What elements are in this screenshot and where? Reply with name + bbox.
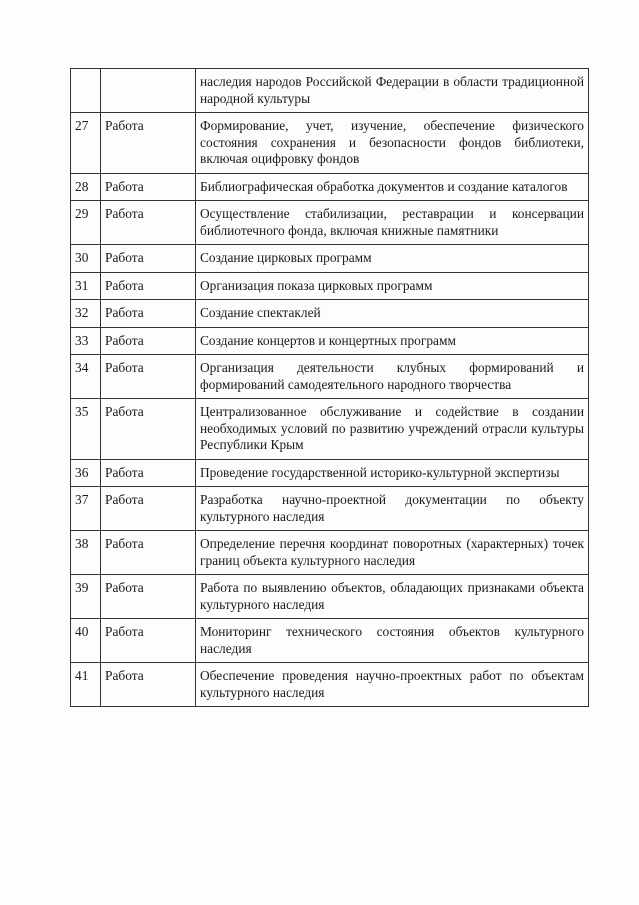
row-number-cell: 38 (71, 531, 101, 575)
table-row (71, 272, 589, 300)
row-type-cell: Работа (101, 663, 196, 707)
row-number-cell: 40 (71, 619, 101, 663)
row-description-cell: Библиографическая обработка документов и создание каталогов (196, 173, 589, 201)
table-row (71, 300, 589, 328)
row-type-cell: Работа (101, 399, 196, 460)
row-type-cell: Работа (101, 459, 196, 487)
row-type-cell: Работа (101, 619, 196, 663)
row-type-cell: Работа (101, 355, 196, 399)
table-row (71, 327, 589, 355)
table-row (71, 355, 589, 399)
table-row (71, 459, 589, 487)
row-description-cell: Разработка научно-проектной документации по объекту культурного наследия (196, 487, 589, 531)
row-type-cell: Работа (101, 173, 196, 201)
row-description-cell: Создание концертов и концертных программ (196, 327, 589, 355)
row-number-cell: 31 (71, 272, 101, 300)
row-number-cell (71, 69, 101, 113)
row-type-cell: Работа (101, 113, 196, 174)
table-body (71, 69, 589, 707)
table-row (71, 619, 589, 663)
table-row (71, 113, 589, 174)
row-type-cell: Работа (101, 327, 196, 355)
row-description-cell: Формирование, учет, изучение, обеспечение физического состояния сохранения и безопасности фондов библиотеки, включая оцифровку фондов (196, 113, 589, 174)
row-description-cell: наследия народов Российской Федерации в области традиционной народной культуры (196, 69, 589, 113)
row-type-cell: Работа (101, 300, 196, 328)
row-number-cell: 37 (71, 487, 101, 531)
row-description-cell: Организация деятельности клубных формирований и формирований самодеятельного народного творчества (196, 355, 589, 399)
row-description-cell: Создание спектаклей (196, 300, 589, 328)
table-row (71, 201, 589, 245)
table-row (71, 487, 589, 531)
table-row (71, 245, 589, 273)
table-row (71, 399, 589, 460)
row-number-cell: 30 (71, 245, 101, 273)
row-description-cell: Организация показа цирковых программ (196, 272, 589, 300)
row-number-cell: 28 (71, 173, 101, 201)
row-number-cell: 32 (71, 300, 101, 328)
table-row (71, 663, 589, 707)
row-type-cell: Работа (101, 201, 196, 245)
row-description-cell: Работа по выявлению объектов, обладающих признаками объекта культурного наследия (196, 575, 589, 619)
row-description-cell: Обеспечение проведения научно-проектных работ по объектам культурного наследия (196, 663, 589, 707)
row-type-cell (101, 69, 196, 113)
row-number-cell: 33 (71, 327, 101, 355)
table-row (71, 531, 589, 575)
table-row (71, 69, 589, 113)
row-number-cell: 39 (71, 575, 101, 619)
row-number-cell: 41 (71, 663, 101, 707)
row-description-cell: Определение перечня координат поворотных (характерных) точек границ объекта культурного наследия (196, 531, 589, 575)
row-type-cell: Работа (101, 245, 196, 273)
row-description-cell: Создание цирковых программ (196, 245, 589, 273)
row-number-cell: 34 (71, 355, 101, 399)
row-description-cell: Мониторинг технического состояния объектов культурного наследия (196, 619, 589, 663)
table-row (71, 173, 589, 201)
row-number-cell: 27 (71, 113, 101, 174)
row-type-cell: Работа (101, 487, 196, 531)
works-table (70, 68, 589, 707)
row-type-cell: Работа (101, 531, 196, 575)
table-row (71, 575, 589, 619)
row-type-cell: Работа (101, 575, 196, 619)
row-number-cell: 35 (71, 399, 101, 460)
row-description-cell: Проведение государственной историко-культурной экспертизы (196, 459, 589, 487)
row-number-cell: 36 (71, 459, 101, 487)
row-description-cell: Осуществление стабилизации, реставрации и консервации библиотечного фонда, включая книжные памятники (196, 201, 589, 245)
row-number-cell: 29 (71, 201, 101, 245)
row-description-cell: Централизованное обслуживание и содействие в создании необходимых условий по развитию учреждений отрасли культуры Республики Крым (196, 399, 589, 460)
row-type-cell: Работа (101, 272, 196, 300)
